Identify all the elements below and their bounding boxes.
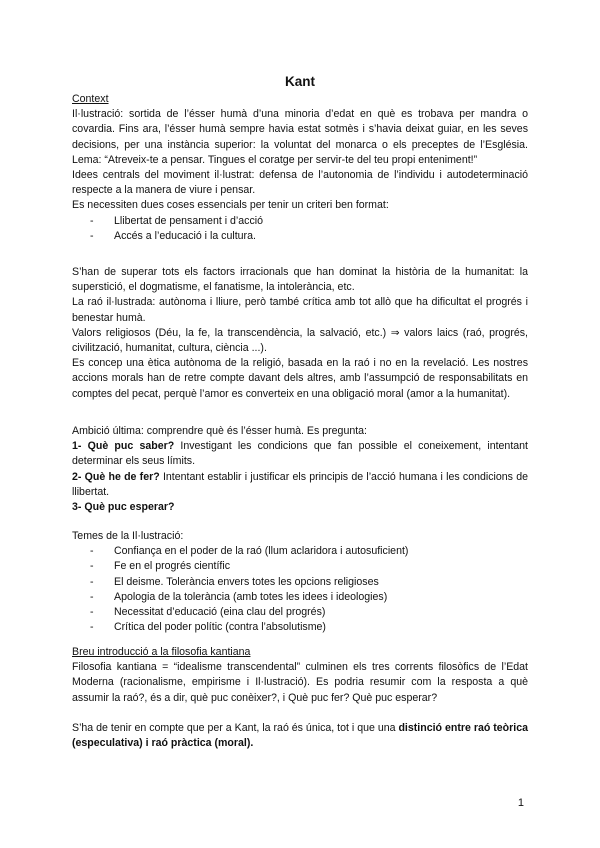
questions-section xyxy=(72,424,528,515)
question-2-label: 2- Què he de fer? xyxy=(72,470,160,483)
page-title: Kant xyxy=(285,74,315,89)
question-1 xyxy=(72,439,528,469)
themes-heading: Temes de la Il·lustració: xyxy=(72,530,184,542)
body-paragraph-3: Valors religiosos (Déu, la fe, la transcendència, la salvació, etc.) ⇒ valors laics (raó, progrés, civilització, humanitat, cultura, ciència ...). xyxy=(72,326,528,355)
question-1-label: 1- Què puc saber? xyxy=(72,440,175,453)
context-heading: Context xyxy=(72,93,109,105)
list-item: - Fe en el progrés científic xyxy=(72,559,528,574)
body-section xyxy=(72,265,528,402)
list-item: - Apologia de la tolerància (amb totes les idees i ideologies) xyxy=(72,590,528,605)
context-paragraph-1: Il·lustració: sortida de l’ésser humà d’una minoria d’edat en què es trobava per mandra o covardia. Fins ara, l’ésser humà sempre havia estat sotmès i s’havia deixat guiar, en les seves decisions, per una instància superior: la voluntat del monarca o els preceptes de l’Església. Lema: “Atreveix-te a pensar. Tingues el coratge per servir-te del teu propi enteniment!” xyxy=(72,108,528,166)
question-3-label: 3- Què puc esperar? xyxy=(72,501,175,514)
themes-section xyxy=(72,529,528,635)
kant-intro-heading: Breu introducció a la filosofia kantiana xyxy=(72,646,251,658)
context-paragraph-2: Idees centrals del moviment il·lustrat: defensa de l’autonomia de l’individu i autodeterminació respecte a la manera de viure i pensar. xyxy=(72,169,528,197)
list-item: - El deisme. Tolerància envers totes les opcions religioses xyxy=(72,575,528,590)
kant-intro-paragraph-2-bold: distinció entre raó teòrica (especulativa) i raó pràctica (moral). xyxy=(72,721,529,750)
kant-intro-paragraph-2-text: S’ha de tenir en compte que per a Kant, la raó és única, tot i que una xyxy=(72,721,399,734)
body-paragraph-4: Es concep una ètica autònoma de la religió, basada en la raó i no en la revelació. Les nostres accions morals han de retre compte davant dels altres, amb l’assumpció de responsabilitats en comptes del pecat, perquè l’amor es converteix en una obligació moral (amor a la humanitat). xyxy=(72,357,528,400)
requirements-list xyxy=(72,214,528,244)
context-paragraph-3: Es necessiten dues coses essencials per tenir un criteri ben format: xyxy=(72,199,389,212)
kant-intro-paragraph-2 xyxy=(72,721,528,751)
body-paragraph-2: La raó il·lustrada: autònoma i lliure, però també crítica amb tot allò que ha dificultat el progrés i benestar humà. xyxy=(72,296,528,324)
body-paragraph-1: S’han de superar tots els factors irracionals que han dominat la història de la humanitat: la superstició, el dogmatisme, el fanatisme, la intolerància, etc. xyxy=(72,266,528,294)
question-2 xyxy=(72,470,528,500)
kant-intro-section xyxy=(72,645,528,751)
questions-intro: Ambició última: comprendre què és l’ésser humà. Es pregunta: xyxy=(72,425,368,437)
context-section xyxy=(72,92,528,244)
list-item: - Crítica del poder polític (contra l’absolutisme) xyxy=(72,620,528,635)
list-item: - Accés a l’educació i la cultura. xyxy=(72,229,528,244)
themes-list xyxy=(72,544,528,635)
kant-intro-paragraph-1: Filosofia kantiana = “idealisme transcendental” culminen els tres corrents filosòfics de l’Edat Moderna (racionalisme, empirisme i Il·lustració). Es podria resumir com la resposta a què assumir la raó?, és a dir, què puc conèixer?, i Què puc fer? Què puc esperar? xyxy=(72,661,528,704)
page-number: 1 xyxy=(517,797,524,809)
question-2-text: Intentant establir i justificar els principis de l’acció humana i les condicions de llibertat. xyxy=(72,470,528,498)
question-1-text: Investigant les condicions que fan possible el coneixement, intentant determinar els seus límits. xyxy=(72,440,528,468)
question-3 xyxy=(72,500,528,515)
list-item: - Llibertat de pensament i d’acció xyxy=(72,214,528,229)
list-item: - Confiança en el poder de la raó (llum aclaridora i autosuficient) xyxy=(72,544,528,559)
list-item: - Necessitat d’educació (eina clau del progrés) xyxy=(72,605,528,620)
